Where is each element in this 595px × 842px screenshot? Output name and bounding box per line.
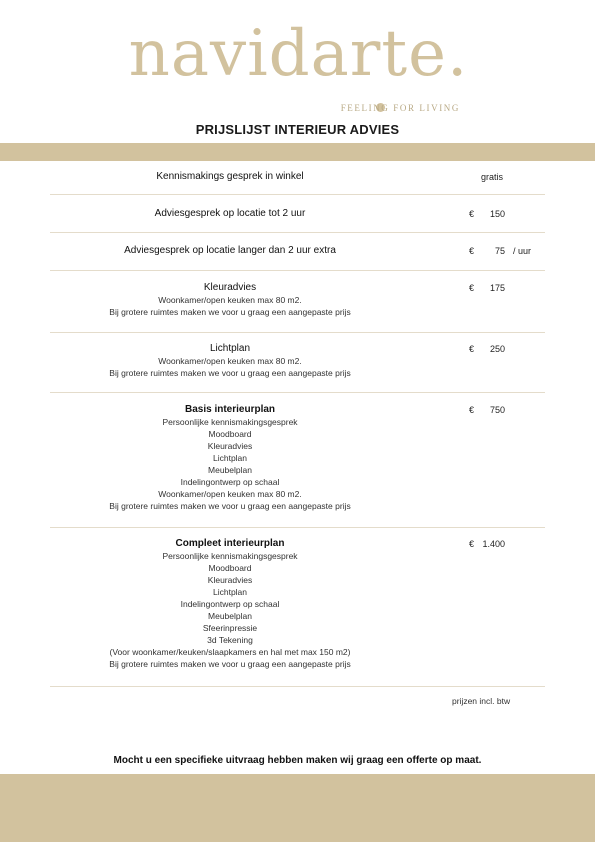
item-detail: Lichtplan: [212, 587, 248, 597]
brand-name: navidarte.: [128, 17, 469, 91]
item-detail: Moodboard: [208, 563, 252, 573]
price-row-compleet-interieurplan: [50, 527, 545, 687]
currency-symbol: €: [469, 539, 475, 549]
item-detail: Meubelplan: [208, 611, 252, 621]
item-detail: Persoonlijke kennismakingsgesprek: [162, 417, 298, 427]
item-title: Kleuradvies: [203, 282, 257, 293]
item-detail: Moodboard: [208, 429, 252, 439]
item-detail: Bij grotere ruimtes maken we voor u graag een aangepaste prijs: [109, 307, 351, 317]
price-row-basis-interieurplan: [50, 392, 545, 528]
item-price: 75: [494, 246, 505, 256]
item-price: 250: [489, 344, 505, 354]
item-price: 150: [489, 209, 505, 219]
item-title: Adviesgesprek op locatie tot 2 uur: [154, 208, 306, 219]
item-detail: Meubelplan: [208, 465, 252, 475]
item-detail: Persoonlijke kennismakingsgesprek: [162, 551, 298, 561]
item-detail: Bij grotere ruimtes maken we voor u graag een aangepaste prijs: [109, 368, 351, 378]
bottom-accent-band: [0, 774, 595, 842]
price-row-lichtplan: [50, 332, 545, 393]
item-detail: Woonkamer/open keuken max 80 m2.: [158, 356, 302, 366]
item-detail: Kleuradvies: [207, 441, 253, 451]
brand-tagline: FEELING FOR LIVING: [340, 103, 460, 113]
item-detail: Indelingontwerp op schaal: [180, 477, 280, 487]
currency-symbol: €: [469, 283, 475, 293]
vat-note: prijzen incl. btw: [452, 696, 511, 706]
item-detail: Woonkamer/open keuken max 80 m2.: [158, 295, 302, 305]
currency-symbol: €: [469, 209, 475, 219]
price-row-kennismaking: [50, 165, 545, 195]
item-price: 750: [489, 405, 505, 415]
item-detail: Kleuradvies: [207, 575, 253, 585]
item-detail: Woonkamer/open keuken max 80 m2.: [158, 489, 302, 499]
currency-symbol: €: [469, 246, 475, 256]
brand-logo: [126, 10, 471, 113]
item-detail: (Voor woonkamer/keuken/slaapkamers en hal met max 150 m2): [109, 647, 351, 657]
price-row-advies-2uur: [50, 194, 545, 233]
item-title: Basis interieurplan: [184, 404, 276, 415]
item-detail: Indelingontwerp op schaal: [180, 599, 280, 609]
page-title: PRIJSLIJST INTERIEUR ADVIES: [195, 122, 400, 137]
item-price: 175: [489, 283, 505, 293]
price-row-kleuradvies: [50, 270, 545, 333]
item-title: Adviesgesprek op locatie langer dan 2 uur extra: [124, 245, 336, 256]
item-price: gratis: [481, 172, 504, 182]
item-price: 1.400: [482, 539, 505, 549]
currency-symbol: €: [469, 344, 475, 354]
currency-symbol: €: [469, 405, 475, 415]
item-detail: Lichtplan: [212, 453, 248, 463]
item-detail: Bij grotere ruimtes maken we voor u graag een aangepaste prijs: [109, 659, 351, 669]
price-row-advies-extra: [50, 232, 545, 271]
item-detail: Bij grotere ruimtes maken we voor u graag een aangepaste prijs: [109, 501, 351, 511]
item-title: Compleet interieurplan: [175, 538, 285, 549]
item-title: Lichtplan: [209, 343, 251, 354]
top-accent-band: [0, 143, 595, 161]
footer-note: Mocht u een specifieke uitvraag hebben maken wij graag een offerte op maat.: [113, 755, 482, 766]
item-title: Kennismakings gesprek in winkel: [156, 171, 304, 182]
item-detail: 3d Tekening: [207, 635, 253, 645]
item-detail: Sfeerinpressie: [202, 623, 258, 633]
price-unit: / uur: [513, 246, 532, 256]
